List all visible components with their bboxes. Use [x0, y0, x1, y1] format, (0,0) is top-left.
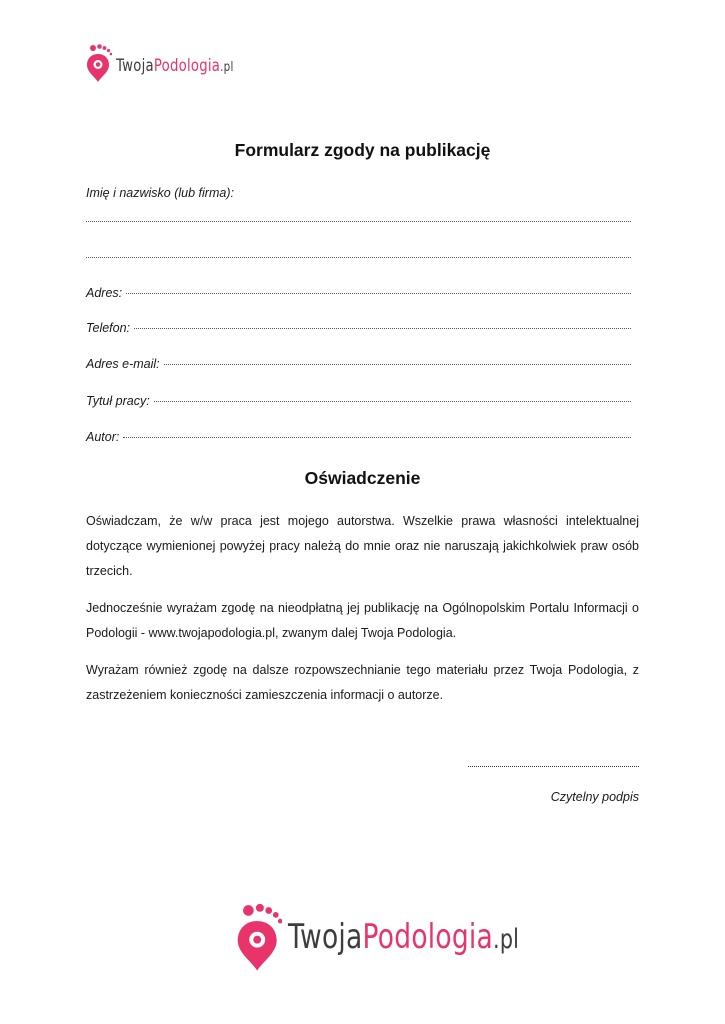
declaration-paragraph-1: Oświadczam, że w/w praca jest mojego autorstwa. Wszelkie prawa własności intelektualnej dotyczące wymienionej powyżej pracy należą do mnie oraz nie naruszają jakichkolwiek praw osób trzecich. [86, 514, 639, 578]
declaration-title: Oświadczenie [304, 468, 421, 488]
field-name-line-1[interactable] [86, 221, 631, 222]
field-phone-line[interactable] [134, 327, 631, 329]
field-work-title-label: Tytuł pracy: [86, 394, 150, 408]
field-name-label: Imię i nazwisko (lub firma): [86, 186, 234, 200]
logo-wordmark: TwojaPodologia.pl [116, 56, 234, 76]
signature-line[interactable] [468, 766, 639, 767]
declaration-paragraph-3: Wyrażam również zgodę na dalsze rozpowszechnianie tego materiału przez Twoja Podologia, z zastrzeżeniem konieczności zamieszczenia informacji o autorze. [86, 663, 639, 702]
signature-label: Czytelny podpis [550, 790, 639, 804]
field-address [86, 286, 631, 300]
field-email-line[interactable] [164, 363, 631, 365]
logo-header [86, 44, 267, 82]
field-work-title-line[interactable] [154, 400, 631, 402]
field-author [86, 430, 631, 444]
field-address-line[interactable] [126, 292, 631, 294]
field-phone [86, 321, 631, 335]
foot-pin-icon [86, 44, 112, 82]
field-work-title [86, 394, 631, 408]
logo-footer [236, 903, 584, 971]
field-author-label: Autor: [86, 430, 120, 444]
field-name [86, 186, 631, 200]
form-title: Formularz zgody na publikację [234, 140, 491, 160]
field-email-label: Adres e-mail: [86, 357, 160, 371]
declaration-paragraph-2: Jednocześnie wyrażam zgodę na nieodpłatną jej publikację na Ogólnopolskim Portalu Informacji o Podologii - www.twojapodologia.pl, zwanym dalej Twoja Podologia. [86, 601, 639, 640]
field-email [86, 357, 631, 371]
foot-pin-icon [236, 903, 282, 971]
field-phone-label: Telefon: [86, 321, 131, 335]
field-address-label: Adres: [86, 286, 123, 300]
field-author-line[interactable] [123, 436, 631, 438]
field-name-line-2[interactable] [86, 257, 631, 258]
logo-wordmark: TwojaPodologia.pl [288, 917, 520, 957]
